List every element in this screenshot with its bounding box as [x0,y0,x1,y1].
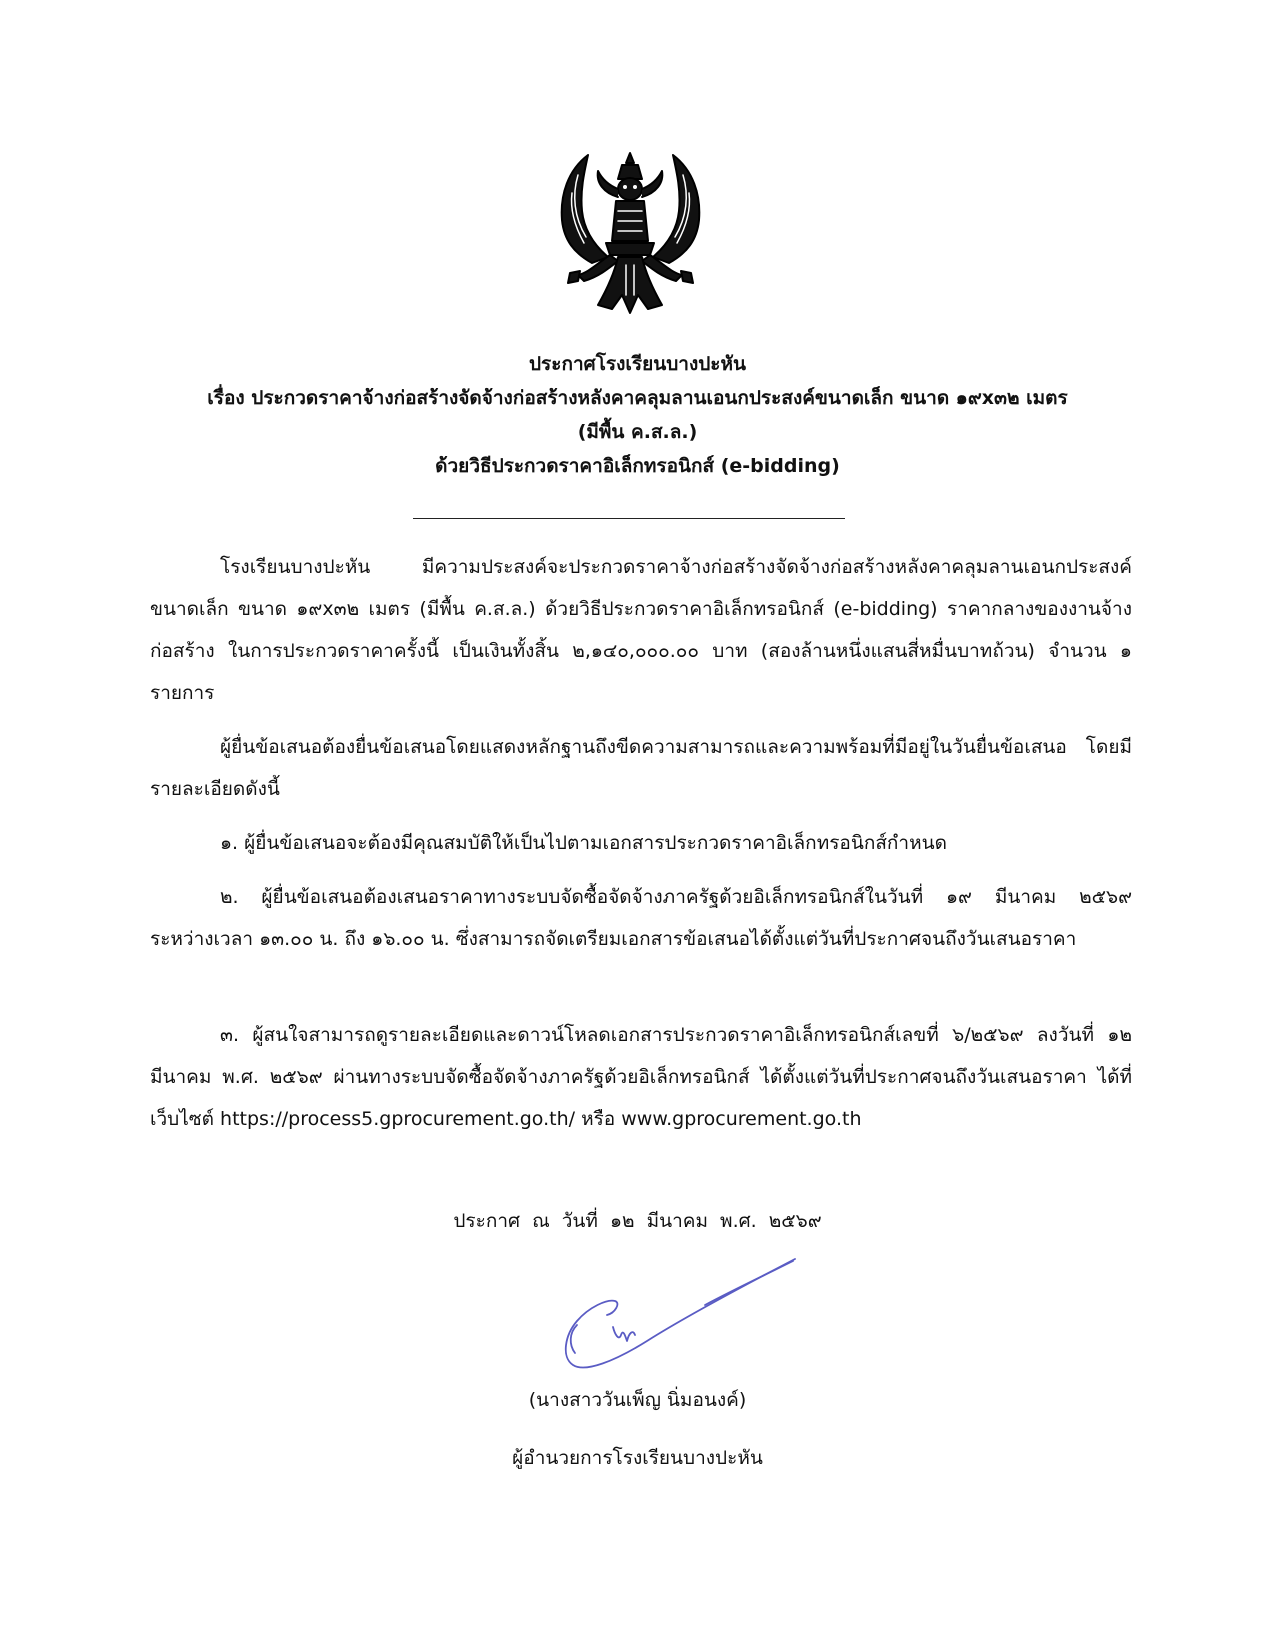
body-paragraph-2: ผู้ยื่นข้อเสนอต้องยื่นข้อเสนอโดยแสดงหลักฐานถึงขีดความสามารถและความพร้อมที่มีอยู่ในวันยื่นข้อเสนอ โดยมีรายละเอียดดังนี้ [150,736,1132,800]
garuda-emblem-icon [548,145,713,320]
announcement-header [100,347,1175,483]
signer-name: (นางสาววันเพ็ญ นิ่มอนงค์) [528,1389,747,1411]
header-divider [413,518,845,519]
body-paragraph-1: โรงเรียนบางปะหัน มีความประสงค์จะประกวดราคาจ้างก่อสร้างจัดจ้างก่อสร้างหลังคาคลุมลานเอนกประสงค์ขนาดเล็ก ขนาด ๑๙x๓๒ เมตร (มีพื้น ค.ส.ล.) ด้วยวิธีประกวดราคาอิเล็กทรอนิกส์ (e-bidding) ราคากลางของงานจ้างก่อสร้าง ในการประกวดราคาครั้งนี้ เป็นเงินทั้งสิ้น ๒,๑๔๐,๐๐๐.๐๐ บาท (สองล้านหนึ่งแสนสี่หมื่นบาทถ้วน) จำนวน ๑ รายการ [150,556,1132,704]
announcement-date: ประกาศ ณ วันที่ ๑๒ มีนาคม พ.ศ. ๒๕๖๙ [453,1210,822,1232]
announcement-method: ด้วยวิธีประกวดราคาอิเล็กทรอนิกส์ (e-bidding) [435,455,840,477]
handwritten-signature-icon [555,1255,845,1385]
requirement-item-2: ๒. ผู้ยื่นข้อเสนอต้องเสนอราคาทางระบบจัดซื้อจัดจ้างภาครัฐด้วยอิเล็กทรอนิกส์ในวันที่ ๑๙ มีนาคม ๒๕๖๙ ระหว่างเวลา ๑๓.๐๐ น. ถึง ๑๖.๐๐ น. ซึ่งสามารถจัดเตรียมเอกสารข้อเสนอได้ตั้งแต่วันที่ประกาศจนถึงวันเสนอราคา [150,886,1132,950]
announcement-subject-cont: (มีพื้น ค.ส.ล.) [577,421,698,443]
requirement-item-1: ๑. ผู้ยื่นข้อเสนอจะต้องมีคุณสมบัติให้เป็นไปตามเอกสารประกวดราคาอิเล็กทรอนิกส์กำหนด [220,832,947,854]
announcement-subject: เรื่อง ประกวดราคาจ้างก่อสร้างจัดจ้างก่อสร้างหลังคาคลุมลานเอนกประสงค์ขนาดเล็ก ขนาด ๑๙x๓๒ เมตร [207,387,1068,409]
requirement-item-3: ๓. ผู้สนใจสามารถดูรายละเอียดและดาวน์โหลดเอกสารประกวดราคาอิเล็กทรอนิกส์เลขที่ ๖/๒๕๖๙ ลงวันที่ ๑๒ มีนาคม พ.ศ. ๒๕๖๙ ผ่านทางระบบจัดซื้อจัดจ้างภาครัฐด้วยอิเล็กทรอนิกส์ ได้ตั้งแต่วันที่ประกาศจนถึงวันเสนอราคา ได้ที่เว็บไซต์ https://process5.gprocurement.go.th/ หรือ www.gprocurement.go.th [150,1024,1132,1130]
announcement-title: ประกาศโรงเรียนบางปะหัน [529,353,746,375]
signer-title: ผู้อำนวยการโรงเรียนบางปะหัน [512,1447,763,1469]
